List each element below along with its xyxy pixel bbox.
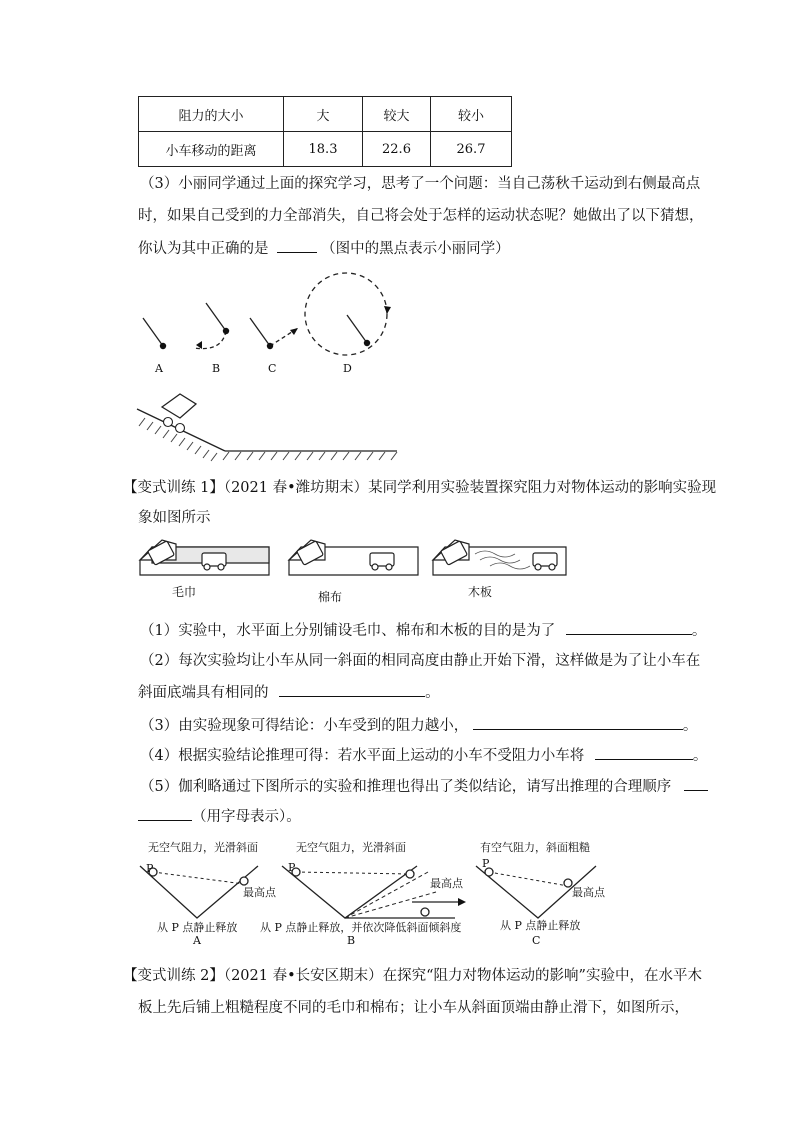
q5-hint: （用字母表示）。	[192, 809, 301, 825]
q2-period: 。	[425, 685, 440, 701]
q1-text: （1）实验中，水平面上分别铺设毛巾、棉布和木板的目的是为了	[140, 623, 556, 639]
q4-period: 。	[692, 748, 708, 764]
fig-b-letter: B	[347, 934, 356, 947]
fig-a-highpoint: 最高点	[243, 886, 276, 899]
table-cell: 阻力的大小	[139, 97, 284, 132]
fig-c-top-label: 有空气阻力，斜面粗糙	[480, 841, 590, 854]
fig-a-letter: A	[193, 934, 201, 947]
fig-c-letter: C	[532, 934, 541, 947]
option-label-a: A	[155, 362, 163, 375]
fig-a-p-label: P	[146, 862, 154, 875]
table-cell: 较大	[363, 97, 431, 132]
exercise-1-q2-line1: （2）每次实验均让小车从同一斜面的相同高度由静止开始下滑，这样做是为了让小车在	[140, 653, 701, 669]
question-3-prompt: 你认为其中正确的是	[138, 241, 269, 257]
table-cell: 较小	[431, 97, 512, 132]
exercise-1-line1: 【变式训练 1】（2021 春•潍坊期末）某同学利用实验装置探究阻力对物体运动的影响实验现	[123, 480, 717, 496]
surface-label-towel: 毛巾	[172, 585, 197, 599]
fig-b-bottom-label: 从 P 点静止释放，并依次降低斜面倾斜度	[260, 921, 462, 934]
option-label-c: C	[268, 362, 277, 375]
table-cell: 小车移动的距离	[139, 132, 284, 167]
fig-b-p-label: P	[288, 861, 296, 874]
fig-c-p-label: P	[482, 857, 490, 870]
exercise-1-line2: 象如图所示	[138, 510, 211, 526]
fig-a-top-label: 无空气阻力，光滑斜面	[148, 841, 258, 854]
q5-text: （5）伽利略通过下图所示的实验和推理也得出了类似结论，请写出推理的合理顺序	[140, 779, 672, 795]
fig-c-highpoint: 最高点	[572, 886, 605, 899]
q1-period: 。	[691, 623, 707, 639]
table-cell: 26.7	[431, 132, 512, 167]
table-cell: 18.3	[284, 132, 363, 167]
fig-c-bottom-label: 从 P 点静止释放	[500, 919, 581, 932]
exercise-2-line2: 板上先后铺上粗糙程度不同的毛巾和棉布；让小车从斜面顶端由静止滑下，如图所示，	[138, 1000, 689, 1016]
surface-label-cotton: 棉布	[318, 590, 343, 604]
q4-text: （4）根据实验结论推理可得：若水平面上运动的小车不受阻力小车将	[140, 748, 585, 764]
option-label-d: D	[343, 362, 352, 375]
surface-label-wood: 木板	[468, 585, 493, 599]
fig-b-top-label: 无空气阻力，光滑斜面	[296, 841, 406, 854]
question-3-line1: （3）小丽同学通过上面的探究学习，思考了一个问题：当自己荡秋千运动到右侧最高点	[140, 176, 701, 192]
q3-period: 。	[682, 718, 698, 734]
table-cell: 22.6	[363, 132, 431, 167]
option-label-b: B	[212, 362, 221, 375]
exercise-2-line1: 【变式训练 2】（2021 春•长安区期末）在探究“阻力对物体运动的影响”实验中，在水平木	[123, 968, 702, 984]
fig-b-highpoint: 最高点	[430, 877, 463, 890]
q2-text: 斜面底端具有相同的	[138, 685, 269, 701]
question-3-hint: （图中的黑点表示小丽同学）	[321, 241, 510, 257]
question-3-line2: 时，如果自己受到的力全部消失，自己将会处于怎样的运动状态呢？她做出了以下猜想，	[138, 208, 704, 224]
fig-a-bottom-label: 从 P 点静止释放	[157, 921, 238, 934]
table-cell: 大	[284, 97, 363, 132]
q3-text: （3）由实验现象可得结论：小车受到的阻力越小，	[140, 718, 469, 734]
